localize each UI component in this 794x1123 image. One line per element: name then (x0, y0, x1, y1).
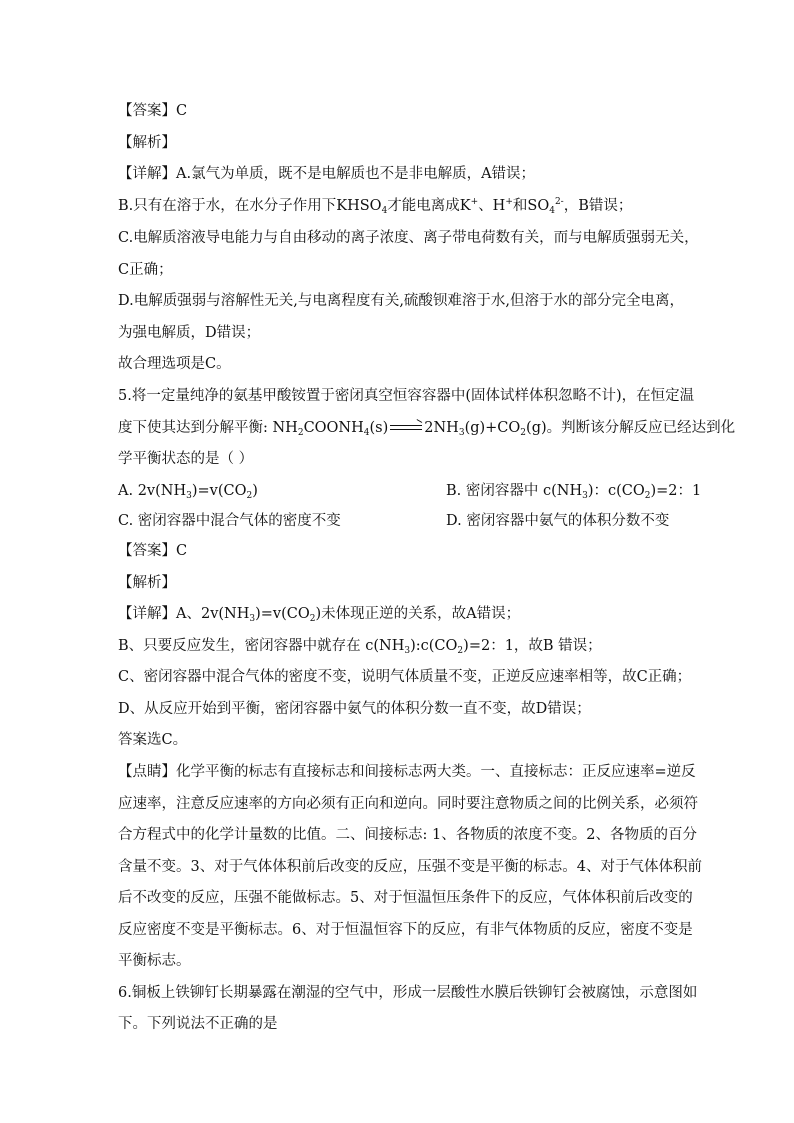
question-6-stem-end: 下。下列说法不正确的是 (118, 1016, 278, 1032)
tip-line: 【点睛】化学平衡的标志有直接标志和间接标志两大类。一、直接标志：正反应速率=逆反 (118, 764, 696, 780)
option-c: C. 密闭容器中混合气体的密度不变 (118, 513, 341, 529)
text-line: C正确； (118, 262, 173, 278)
text-line: 反应密度不变是平衡标志。6、对于恒温恒容下的反应，有非气体物质的反应，密度不变是 (118, 922, 693, 938)
text-line: D.电解质强弱与溶解性无关,与电离程度有关,硫酸钡难溶于水,但溶于水的部分完全电离， (118, 293, 685, 309)
equilibrium-arrow-icon (390, 423, 422, 433)
answer-line: 【答案】C (118, 103, 188, 119)
text-line: C.电解质溶液导电能力与自由移动的离子浓度、离子带电荷数有关，而与电解质强弱无关， (118, 230, 699, 246)
text-line: D、从反应开始到平衡，密闭容器中氨气的体积分数一直不变，故D错误； (118, 701, 591, 717)
text-line: 应速率，注意反应速率的方向必须有正向和逆向。同时要注意物质之间的比例关系，必须符 (118, 796, 698, 812)
text-line: 故合理选项是C。 (118, 356, 231, 372)
option-b: B. 密闭容器中 $c(NH_3)$：$c(CO_2)=2$：1 (446, 483, 702, 501)
text-line: 平衡标志。 (118, 953, 191, 969)
option-d: D. 密闭容器中氨气的体积分数不变 (446, 513, 670, 529)
option-a: A. $2v(NH_3)=v(CO_2)$ (118, 483, 258, 501)
text-line: 答案选C。 (118, 732, 188, 748)
question-5-equation-line: 度下使其达到分解平衡: $NH_2COONH_4(s)$ $2NH_3(g)+CO_2(g)$。判断该分解反应已经达到化 (118, 420, 736, 438)
text-line: 为强电解质，D错误； (118, 325, 261, 341)
question-5-stem: 5.将一定量纯净的氨基甲酸铵置于密闭真空恒容容器中(固体试样体积忽略不计)，在恒定温 (118, 388, 695, 404)
text-line: B.只有在溶于水，在水分子作用下$KHSO_4$才能电离成K+、H+和$SO_4^{2-}$，B错误； (118, 197, 633, 216)
text-line: C、密闭容器中混合气体的密度不变，说明气体质量不变，正逆反应速率相等，故C正确； (118, 669, 692, 685)
analysis-heading: 【解析】 (118, 135, 176, 151)
text-line: B、只要反应发生，密闭容器中就存在 $c(NH_3):c(CO_2)=2$：1，故B 错误； (118, 638, 602, 656)
question-5-stem-end: 学平衡状态的是（ ） (118, 451, 254, 467)
answer-line: 【答案】C (118, 543, 188, 559)
analysis-heading: 【解析】 (118, 575, 176, 591)
text-line: 后不改变的反应，压强不能做标志。5、对于恒温恒压条件下的反应，气体体积前后改变的 (118, 890, 693, 906)
detail-line: 【详解】A.氯气为单质，既不是电解质也不是非电解质，A错误； (118, 166, 536, 182)
detail-line: 【详解】A、$2v(NH_3)=v(CO_2)$未体现正逆的关系，故A错误； (118, 606, 521, 624)
text-line: 含量不变。3、对于气体体积前后改变的反应，压强不变是平衡的标志。4、对于气体体积前 (118, 859, 702, 875)
text-line: 合方程式中的化学计量数的比值。二、间接标志: 1、各物质的浓度不变。2、各物质的百分 (118, 827, 697, 843)
question-6-stem: 6.铜板上铁铆钉长期暴露在潮湿的空气中，形成一层酸性水膜后铁铆钉会被腐蚀，示意图如 (118, 985, 698, 1001)
